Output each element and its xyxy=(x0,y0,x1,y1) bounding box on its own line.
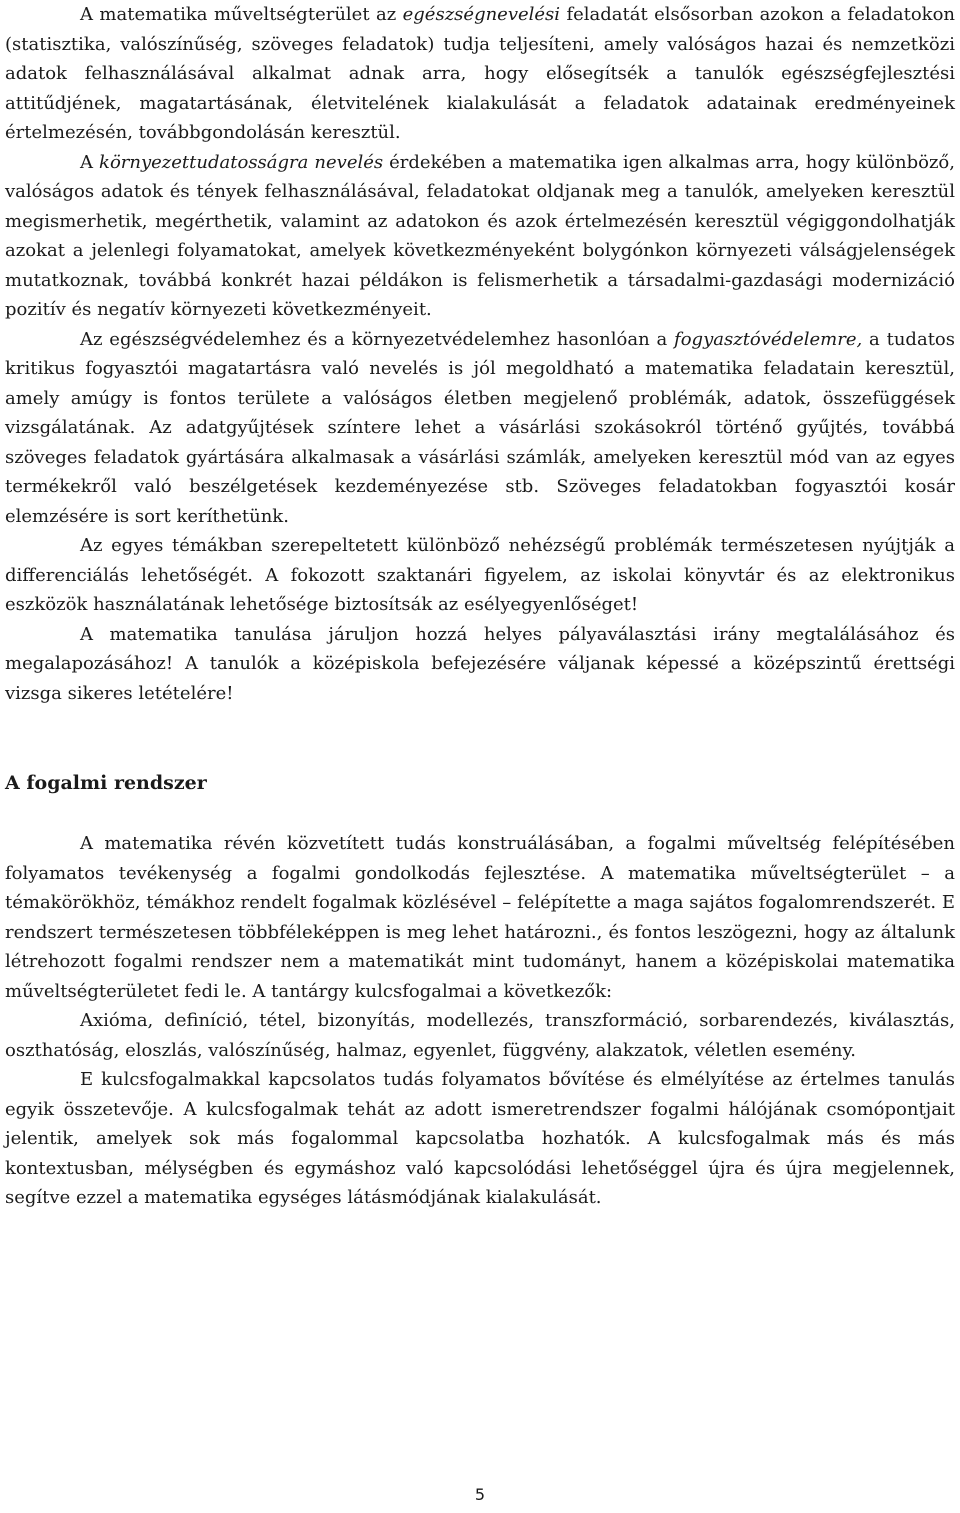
paragraph-text: A xyxy=(80,151,100,173)
section-heading: A fogalmi rendszer xyxy=(5,772,207,794)
section-concept-paragraphs xyxy=(5,829,955,1213)
page-number: 5 xyxy=(474,1485,486,1504)
paragraph-text: E kulcsfogalmakkal kapcsolatos tudás folyamatos bővítése és elmélyítése az értelmes tanulás egyik összetevője. A kulcsfogalmak tehát az adott ismeretrendszer fogalmi hálójának csomópontjait jelentik, amelyek sok más fogalommal kapcsolatba hozhatók. A kulcsfogalmak más és más kontextusban, mélységben és egymáshoz való kapcsolódási lehetőséggel újra és újra megjelennek, segítve ezzel a matematika egységes látásmódjának kialakulását. xyxy=(5,1069,955,1208)
body-paragraph xyxy=(5,0,955,148)
paragraph-text: érdekében a matematika igen alkalmas arra, hogy különböző, valóságos adatok és tények felhasználásával, feladatokat oldjanak meg a tanulók, amelyeken keresztül megismerhetik, megérthetik, valamint az adatokon és azok értelmezésén keresztül végiggondolhatják azokat a jelenlegi folyamatokat, amelyek következményeként bolygónkon környezeti válságjelenségek mutatkoznak, továbbá konkrét hazai példákon is felismerhetik a társadalmi-gazdasági modernizáció pozitív és negatív környezeti következményeit. xyxy=(5,151,955,320)
body-paragraph xyxy=(5,1006,955,1065)
paragraph-text: A matematika műveltségterület az xyxy=(80,4,403,25)
paragraph-text: A matematika tanulása járuljon hozzá helyes pályaválasztási irány megtalálásához és megalapozásához! A tanulók a középiskola befejezésére váljanak képessé a középszintű érettségi vizsga sikeres letételére! xyxy=(5,623,955,704)
paragraph-text: Az egészségvédelemhez és a környezetvédelemhez hasonlóan a xyxy=(80,328,675,350)
emphasized-text: egészségnevelési xyxy=(402,4,561,25)
document-page xyxy=(5,0,955,1213)
body-paragraph xyxy=(5,829,955,1006)
section-intro-paragraphs xyxy=(5,0,955,708)
paragraph-text: a tudatos kritikus fogyasztói magatartásra való nevelés is jól megoldható a matematika feladatain keresztül, amely amúgy is fontos területe a valóságos életben megjelenő problémák, adatok, összefüggések vizsgálatának. Az adatgyűjtések színtere lehet a vásárlási szokásokról történő gyűjtés, továbbá szöveges feladatok gyártására alkalmasak a vásárlási számlák, amelyeken keresztül mód van az egyes termékekről való beszélgetések kezdeményezése stb. Szöveges feladatokban fogyasztói kosár elemzésére is sort keríthetünk. xyxy=(5,328,955,527)
emphasized-text: fogyasztóvédelemre, xyxy=(674,328,863,350)
emphasized-text: környezettudatosságra nevelés xyxy=(99,151,384,173)
body-paragraph xyxy=(5,148,955,325)
body-paragraph xyxy=(5,1065,955,1213)
paragraph-text: feladatát elsősorban azokon a feladatokon (statisztika, valószínűség, szöveges feladatok) tudja teljesíteni, amely valóságos hazai és nemzetközi adatok felhasználásával alkalmat adnak arra, hogy elősegítsék a tanulók egészségfejlesztési attitűdjének, magatartásának, életvitelének kialakulását a feladatok adatainak eredményeinek értelmezésén, továbbgondolásán keresztül. xyxy=(5,4,955,143)
body-paragraph xyxy=(5,325,955,532)
paragraph-text: Axióma, definíció, tétel, bizonyítás, modellezés, transzformáció, sorbarendezés, kiválasztás, oszthatóság, eloszlás, valószínűség, halmaz, egyenlet, függvény, alakzatok, véletlen esemény. xyxy=(5,1010,955,1061)
body-paragraph xyxy=(5,620,955,709)
paragraph-text: A matematika révén közvetített tudás konstruálásában, a fogalmi műveltség felépítésében folyamatos tevékenység a fogalmi gondolkodás fejlesztése. A matematika műveltségterület – a témakörökhöz, témákhoz rendelt fogalmak közlésével – felépítette a maga sajátos fogalomrendszerét. E rendszert természetesen többféleképpen is meg lehet határozni., és fontos leszögezni, hogy az általunk létrehozott fogalmi rendszer nem a matematikát mint tudományt, hanem a középiskolai matematika műveltségterületet fedi le. A tantárgy kulcsfogalmai a következők: xyxy=(5,833,955,1002)
paragraph-text: Az egyes témákban szerepeltetett különböző nehézségű problémák természetesen nyújtják a differenciálás lehetőségét. A fokozott szaktanári figyelem, az iskolai könyvtár és az elektronikus eszközök használatának lehetősége biztosítsák az esélyegyenlőséget! xyxy=(5,535,955,615)
body-paragraph xyxy=(5,531,955,620)
